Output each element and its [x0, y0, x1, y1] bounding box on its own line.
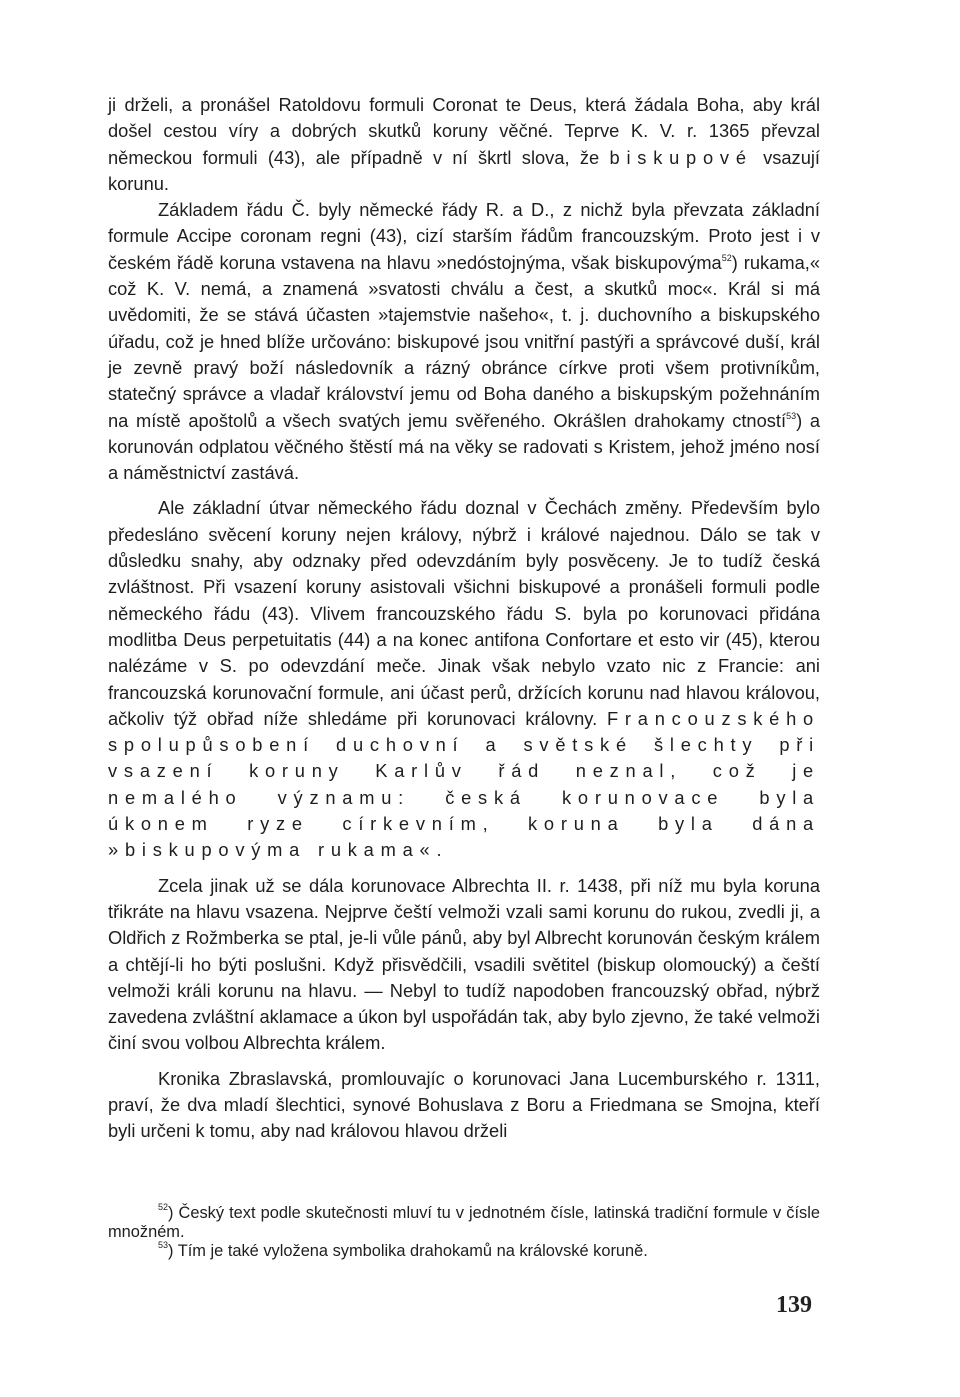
paragraph-4	[108, 873, 820, 1057]
text-run: ) a korunován odplatou věčného štěstí má na věky se radovati s Kristem, jehož jméno nosí a náměstnictví zastává.	[108, 409, 820, 484]
footnote-52	[108, 1204, 820, 1242]
footnote-mark: 52	[158, 1202, 169, 1212]
text-run: Ale základní útvar německého řádu doznal v Čechách změny. Především bylo předesláno svěcení koruny nejen královy, nýbrž i králové najednou. Dálo se tak v důsledku snahy, aby odznaky před odevzdáním byly posvěceny. Je to tudíž česká zvláštnost. Při vsazení koruny asistovali všichni biskupové a pronášeli formuli podle německého řádu (43). Vlivem francouzského řádu S. byla po korunovaci přidána modlitba Deus perpetuitatis (44) a na konec antifona Confortare et esto vir (45), kterou nalézáme v S. po odevzdání meče. Jinak však nebylo vzato nic z Francie: ani francouzská korunovační formule, ani účast perů, držících korunu nad hlavou královou, ačkoliv týž obřad níže shledáme při korunovaci královny.	[108, 497, 820, 729]
spaced-text: Francouzského spolupůsobení duchovní a světské šlechty při vsazení koruny Karlův řád neznal, což je nemalého významu: česká korunovace byla úkonem ryze církevním, koruna byla dána »biskupovýma rukama«.	[108, 707, 820, 861]
text-run: Základem řádu Č. byly německé řády R. a D., z nichž byla převzata základní formule Accipe coronam regni (43), cizí starším řádům francouzským. Proto jest i v českém řádě koruna vstavena na hlavu »nedóstojnýma, však biskupovýma	[108, 199, 820, 273]
page-body	[108, 92, 820, 1145]
text-run: ji drželi, a pronášel Ratoldovu formuli Coronat te Deus, která žádala Boha, aby král došel cestou víry a dobrých skutků koruny věčné. Teprve K. V. r. 1365 převzal německou formuli (43), ale případně v ní škrtl slova, že	[108, 94, 820, 168]
text-run: Kronika Zbraslavská, promlouvajíc o korunovaci Jana Lucemburského r. 1311, praví, že dva mladí šlechtici, synové Bohuslava z Boru a Friedmana se Smojna, kteří byli určeni k tomu, aby nad královou hlavou drželi	[108, 1067, 820, 1142]
paragraph-5	[108, 1066, 820, 1145]
footnote-ref: 52	[721, 252, 732, 263]
text-run: Zcela jinak už se dála korunovace Albrechta II. r. 1438, při níž mu byla koruna třikráte na hlavu vsazena. Nejprve čeští velmoži vzali sami korunu do rukou, zvedli ji, a Oldřich z Rožmberka se ptal, je-li vůle pánů, aby byl Albrecht korunován českým králem a chtějí-li ho býti poslušni. Když přisvědčili, vsadili světitel (biskup olomoucký) a čeští velmoži králi korunu na hlavu. — Nebyl to tudíž napodoben francouzský obřad, nýbrž zavedena zvláštní aklamace a úkon byl uspořádán tak, aby bylo zjevno, že také velmoži činí svou volbou Albrechta králem.	[108, 874, 820, 1054]
footnote-53	[108, 1242, 820, 1261]
footnote-ref: 53	[786, 410, 797, 421]
footnote-text: ) Český text podle skutečnosti mluví tu v jednotném čísle, latinská tradiční formule v čísle množném.	[108, 1204, 820, 1241]
paragraph-1	[108, 92, 820, 197]
text-run: vsazují korunu.	[108, 146, 820, 194]
text-run: ) rukama,« což K. V. nemá, a znamená »svatosti chválu a čest, a skutků moc«. Král si má uvědomiti, že se stává účasten »tajemstvie našeho«, t. j. duchovního a biskupského úřadu, což je hned blíže určováno: biskupové jsou vnitřní pastýři a správcové duší, král je zevně pravý boží následovník a rázný obránce církve proti všem protivníkům, statečný správce a vladař království jemu od Boha daného a biskupským požehnáním na místě apoštolů a všech svatých jemu svěřeného. Okrášlen drahokamy ctností	[108, 251, 821, 431]
spaced-text: biskupové	[609, 146, 753, 168]
page-number: 139	[776, 1292, 812, 1318]
paragraph-2	[108, 197, 820, 486]
paragraph-3	[108, 495, 820, 863]
footnote-mark: 53	[158, 1240, 169, 1250]
footnote-text: ) Tím je také vyložena symbolika drahokamů na královské koruně.	[168, 1242, 648, 1260]
footnotes	[108, 1204, 820, 1261]
